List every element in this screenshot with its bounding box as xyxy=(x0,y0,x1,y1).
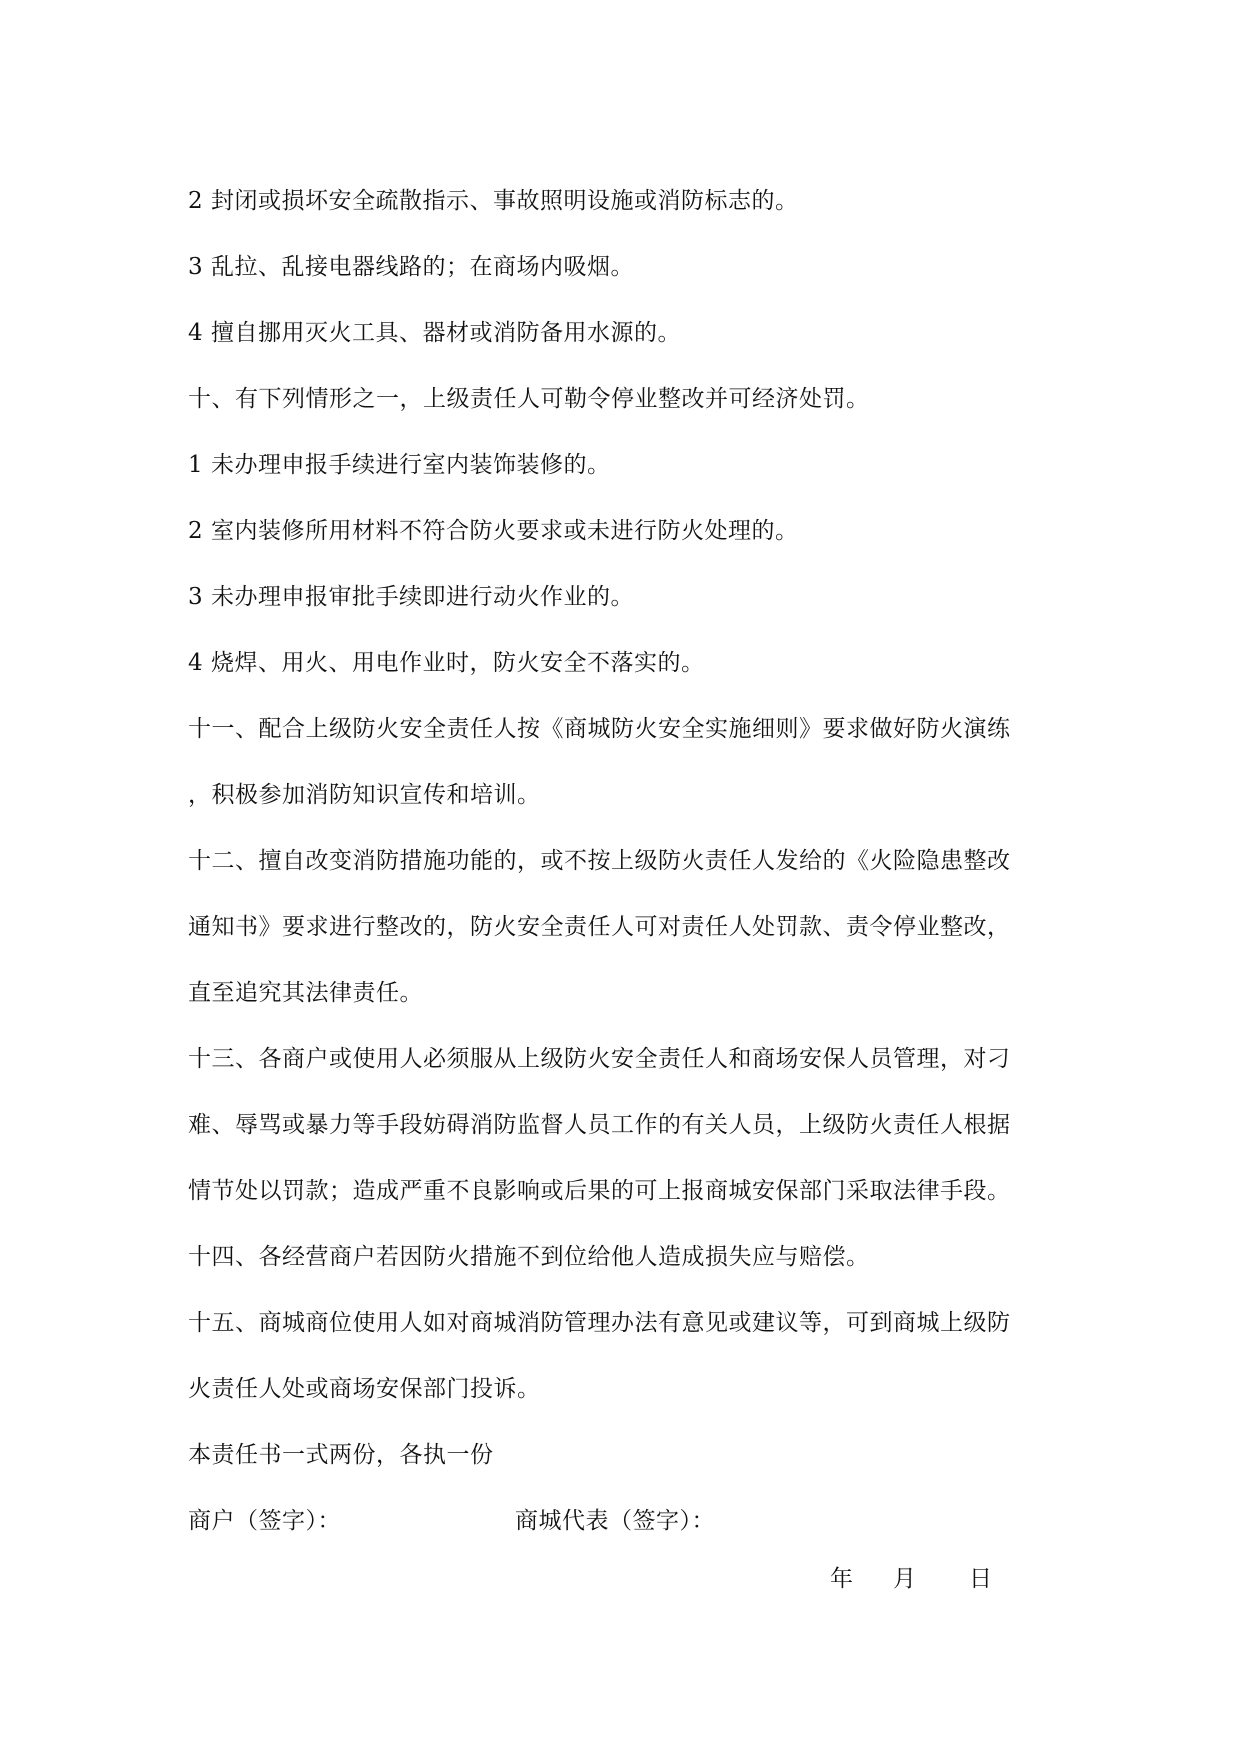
text-line: 1 未办理申报手续进行室内装饰装修的。 xyxy=(188,452,611,478)
text-line: 火责任人处或商场安保部门投诉。 xyxy=(188,1376,541,1402)
text-line: 直至追究其法律责任。 xyxy=(188,980,423,1006)
text-line: 本责任书一式两份，各执一份 xyxy=(188,1442,494,1468)
text-line: 通知书》要求进行整改的，防火安全责任人可对责任人处罚款、责令停业整改， xyxy=(188,914,1011,940)
text-line: 十三、各商户或使用人必须服从上级防火安全责任人和商场安保人员管理，对刁 xyxy=(188,1046,1011,1072)
text-line: 4 烧焊、用火、用电作业时，防火安全不落实的。 xyxy=(188,650,705,676)
text-line: 十一、配合上级防火安全责任人按《商城防火安全实施细则》要求做好防火演练 xyxy=(188,716,1011,742)
merchant-signature-label: 商户（签字）： xyxy=(188,1508,341,1534)
text-line: 十四、各经营商户若因防火措施不到位给他人造成损失应与赔偿。 xyxy=(188,1244,870,1270)
mall-rep-signature-label: 商城代表（签字）： xyxy=(515,1508,715,1534)
date-month: 月 xyxy=(893,1566,916,1592)
text-line: 4 擅自挪用灭火工具、器材或消防备用水源的。 xyxy=(188,320,681,346)
date-day: 日 xyxy=(969,1566,992,1592)
text-line: 3 未办理申报审批手续即进行动火作业的。 xyxy=(188,584,634,610)
text-line: 情节处以罚款；造成严重不良影响或后果的可上报商城安保部门采取法律手段。 xyxy=(188,1178,1011,1204)
text-line: 难、辱骂或暴力等手段妨碍消防监督人员工作的有关人员，上级防火责任人根据 xyxy=(188,1112,1011,1138)
text-line: 十、有下列情形之一，上级责任人可勒令停业整改并可经济处罚。 xyxy=(188,386,870,412)
text-line: 2 室内装修所用材料不符合防火要求或未进行防火处理的。 xyxy=(188,518,799,544)
text-line: 2 封闭或损坏安全疏散指示、事故照明设施或消防标志的。 xyxy=(188,188,799,214)
text-line: ，积极参加消防知识宣传和培训。 xyxy=(188,782,541,808)
text-line: 3 乱拉、乱接电器线路的；在商场内吸烟。 xyxy=(188,254,634,280)
text-line: 十五、商城商位使用人如对商城消防管理办法有意见或建议等，可到商城上级防 xyxy=(188,1310,1011,1336)
text-line: 十二、擅自改变消防措施功能的，或不按上级防火责任人发给的《火险隐患整改 xyxy=(188,848,1011,874)
date-year: 年 xyxy=(830,1566,853,1592)
